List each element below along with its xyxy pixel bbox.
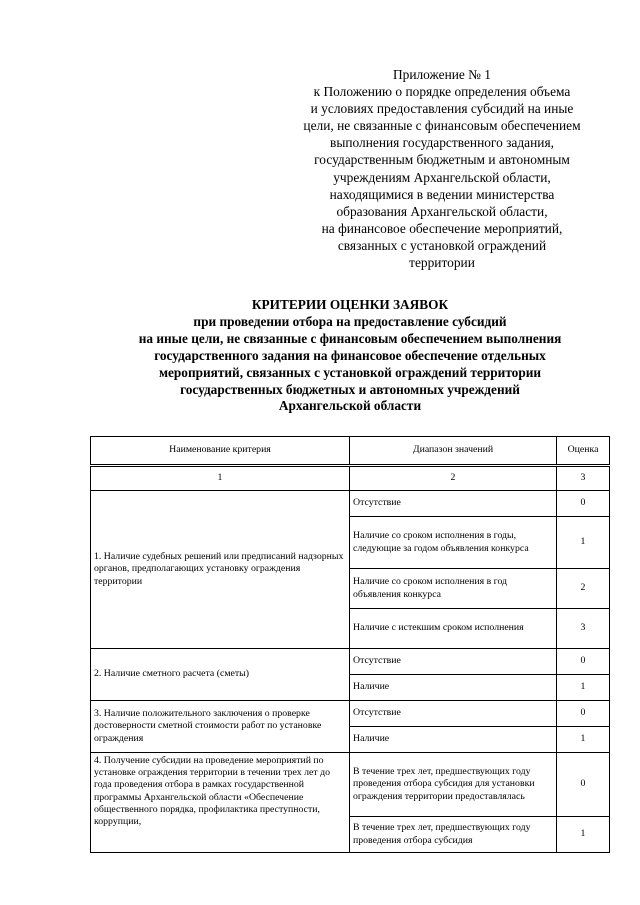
- column-number: 2: [350, 466, 557, 491]
- appendix-header: [272, 66, 612, 271]
- table-row: [91, 491, 610, 517]
- value-range: Наличие со сроком исполнения в год объявления конкурса: [350, 569, 557, 609]
- column-number: 3: [557, 466, 610, 491]
- appendix-line: образования Архангельской области,: [336, 203, 548, 219]
- title-line: государственного задания на финансовое обеспечение отдельных: [154, 347, 546, 363]
- document-title: [40, 297, 640, 415]
- criterion-name: 3. Наличие положительного заключения о проверке достоверности сметной стоимости работ по установке ограждения: [91, 701, 350, 753]
- appendix-line: находящимися в ведении министерства: [329, 186, 555, 202]
- appendix-line: выполнения государственного задания,: [330, 135, 554, 151]
- table-header-row: [91, 437, 610, 466]
- score-value: 2: [557, 569, 610, 609]
- score-value: 0: [557, 753, 610, 817]
- title-line: при проведении отбора на предоставление субсидий: [193, 313, 507, 329]
- column-number: 1: [91, 466, 350, 491]
- score-value: 0: [557, 701, 610, 727]
- criterion-name: 2. Наличие сметного расчета (сметы): [91, 649, 350, 701]
- title-line: КРИТЕРИИ ОЦЕНКИ ЗАЯВОК: [251, 297, 449, 312]
- header-value-range: Диапазон значений: [350, 437, 557, 466]
- value-range: Отсутствие: [350, 491, 557, 517]
- appendix-line: к Положению о порядке определения объема: [313, 84, 571, 100]
- value-range: Наличие: [350, 675, 557, 701]
- table-row: [91, 753, 610, 817]
- value-range: Отсутствие: [350, 701, 557, 727]
- title-line: Архангельской области: [278, 398, 422, 414]
- appendix-line: и условиях предоставления субсидий на иные: [310, 101, 574, 117]
- score-value: 0: [557, 491, 610, 517]
- score-value: 1: [557, 517, 610, 569]
- appendix-line: учреждениям Архангельской области,: [333, 169, 551, 185]
- value-range: Наличие со сроком исполнения в годы, следующие за годом объявления конкурса: [350, 517, 557, 569]
- header-score: Оценка: [557, 437, 610, 466]
- appendix-line: связанных с установкой ограждений: [337, 237, 547, 253]
- score-value: 0: [557, 649, 610, 675]
- title-line: мероприятий, связанных с установкой ограждений территории: [158, 364, 542, 380]
- criterion-name: 1. Наличие судебных решений или предписаний надзорных органов, предполагающих установку ограждения территории: [91, 491, 350, 649]
- score-value: 1: [557, 727, 610, 753]
- score-value: 3: [557, 609, 610, 649]
- value-range: В течение трех лет, предшествующих году проведения отбора субсидия: [350, 817, 557, 853]
- table-row: [91, 649, 610, 675]
- table-row: [91, 701, 610, 727]
- score-value: 1: [557, 817, 610, 853]
- value-range: В течение трех лет, предшествующих году проведения отбора субсидия для установки ограждения территории предоставлялась: [350, 753, 557, 817]
- score-value: 1: [557, 675, 610, 701]
- appendix-line: цели, не связанные с финансовым обеспечением: [303, 118, 581, 134]
- value-range: Наличие: [350, 727, 557, 753]
- criteria-table: [90, 436, 610, 853]
- column-number-row: [91, 466, 610, 491]
- criterion-name: 4. Получение субсидии на проведение мероприятий по установке ограждения территории в течении трех лет до года проведения отбора в рамках государственной программы Архангельской области «Обеспечение общественного порядка, профилактика преступности, коррупции,: [91, 753, 350, 853]
- appendix-line: на финансовое обеспечение мероприятий,: [321, 220, 563, 236]
- header-criterion-name: Наименование критерия: [91, 437, 350, 466]
- value-range: Отсутствие: [350, 649, 557, 675]
- appendix-line: Приложение № 1: [392, 67, 492, 82]
- appendix-line: территории: [409, 255, 475, 271]
- title-line: государственных бюджетных и автономных учреждений: [180, 381, 520, 397]
- title-line: на иные цели, не связанные с финансовым обеспечением выполнения: [138, 330, 562, 346]
- value-range: Наличие с истекшим сроком исполнения: [350, 609, 557, 649]
- appendix-line: государственным бюджетным и автономным: [314, 152, 570, 168]
